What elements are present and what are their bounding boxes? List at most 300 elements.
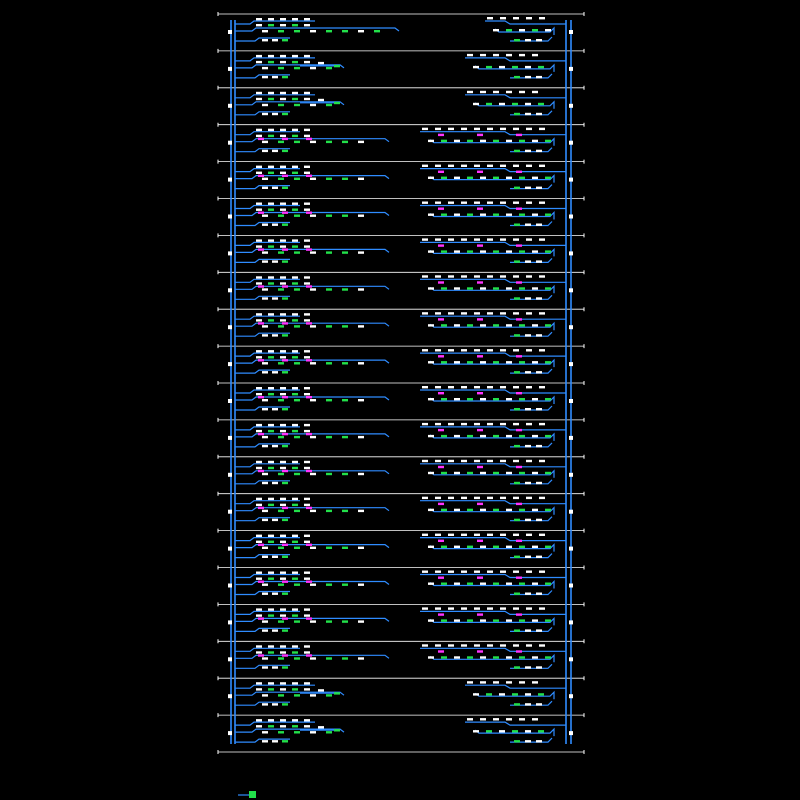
fixture-symbol	[422, 534, 428, 536]
fixture-symbol	[304, 535, 310, 537]
fixture-symbol	[514, 76, 520, 78]
riser-junction	[569, 251, 573, 255]
fixture-symbol	[304, 209, 310, 211]
fixture-symbol	[310, 620, 316, 622]
riser-junction	[569, 510, 573, 514]
fixture-symbol	[278, 399, 284, 401]
fixture-symbol	[514, 703, 520, 705]
fixture-symbol	[545, 398, 551, 400]
fixture-symbol	[519, 435, 525, 437]
fixture-symbol	[268, 92, 274, 94]
fixture-symbol	[342, 251, 348, 253]
fixture-symbol	[310, 473, 316, 475]
fixture-symbol	[461, 128, 467, 130]
fixture-symbol	[532, 177, 538, 179]
fixture-symbol	[334, 65, 340, 67]
fixture-symbol	[292, 541, 298, 543]
fixture-symbol	[525, 703, 531, 705]
fixture-symbol	[310, 178, 316, 180]
fixture-symbol	[358, 178, 364, 180]
fixture-symbol	[282, 445, 288, 447]
fixture-symbol	[525, 334, 531, 336]
floor-levels	[218, 12, 584, 754]
fixture-symbol	[272, 76, 278, 78]
fixture-symbol	[438, 318, 444, 320]
fixture-symbol	[539, 165, 545, 167]
fixture-symbol	[454, 546, 460, 548]
fixture-symbol	[310, 325, 316, 327]
fixture-symbol	[536, 260, 542, 262]
branch-pipe	[235, 58, 315, 61]
fixture-symbol	[256, 572, 262, 574]
fixture-symbol	[525, 408, 531, 410]
fixture-symbol	[536, 740, 542, 742]
fixture-symbol	[477, 244, 483, 246]
fixture-symbol	[282, 629, 288, 631]
fixture-symbol	[536, 187, 542, 189]
fixture-symbol	[545, 140, 551, 142]
fixture-symbol	[539, 238, 545, 240]
fixture-symbol	[256, 245, 262, 247]
fixture-symbol	[304, 645, 310, 647]
fixture-symbol	[292, 61, 298, 63]
fixture-symbol	[292, 282, 298, 284]
fixture-symbol	[256, 608, 262, 610]
fixture-symbol	[280, 276, 286, 278]
fixture-symbol	[526, 497, 532, 499]
fixture-symbol	[262, 288, 268, 290]
fixture-symbol	[326, 178, 332, 180]
fixture-symbol	[513, 607, 519, 609]
fixture-symbol	[292, 498, 298, 500]
fixture-symbol	[500, 238, 506, 240]
fixture-symbol	[513, 497, 519, 499]
fixture-symbol	[536, 593, 542, 595]
branch-pipe	[235, 279, 300, 282]
fixture-symbol	[304, 430, 310, 432]
fixture-symbol	[441, 509, 447, 511]
fixture-symbol	[506, 287, 512, 289]
fixture-symbol	[262, 104, 268, 106]
fixture-symbol	[358, 620, 364, 622]
fixture-symbol	[514, 445, 520, 447]
fixture-symbol	[326, 657, 332, 659]
fixture-symbol	[539, 644, 545, 646]
fixture-symbol	[539, 497, 545, 499]
fixture-symbol	[280, 55, 286, 57]
fixture-symbol	[487, 349, 493, 351]
fixture-symbol	[513, 17, 519, 19]
fixture-symbol	[282, 76, 288, 78]
fixture-symbol	[256, 350, 262, 352]
fixture-symbol	[448, 571, 454, 573]
fixture-symbol	[438, 650, 444, 652]
fixture-symbol	[500, 17, 506, 19]
fixture-symbol	[294, 67, 300, 69]
fixture-symbol	[441, 177, 447, 179]
fixture-symbol	[493, 583, 499, 585]
fixture-symbol	[500, 349, 506, 351]
fixture-symbol	[506, 324, 512, 326]
fixture-symbol	[500, 312, 506, 314]
fixture-symbol	[435, 349, 441, 351]
fixture-symbol	[513, 202, 519, 204]
branch-pipe	[465, 685, 566, 688]
fixture-symbol	[516, 355, 522, 357]
fixture-symbol	[282, 703, 288, 705]
fixture-symbol	[532, 619, 538, 621]
fixture-symbol	[435, 644, 441, 646]
fixture-symbol	[461, 238, 467, 240]
branch-pipe	[235, 206, 300, 209]
riser-junction	[228, 584, 232, 588]
fixture-symbol	[506, 361, 512, 363]
fixture-symbol	[422, 571, 428, 573]
fixture-symbol	[268, 645, 274, 647]
fixture-symbol	[545, 472, 551, 474]
fixture-symbol	[532, 250, 538, 252]
fixture-symbol	[513, 275, 519, 277]
fixture-symbol	[292, 319, 298, 321]
fixture-symbol	[256, 467, 262, 469]
fixture-symbol	[310, 30, 316, 32]
riser-junction	[569, 694, 573, 698]
fixture-symbol	[428, 435, 434, 437]
fixture-symbol	[480, 177, 486, 179]
fixture-symbol	[516, 244, 522, 246]
fixture-symbol	[294, 362, 300, 364]
fixture-symbol	[262, 30, 268, 32]
fixture-symbol	[304, 467, 310, 469]
fixture-symbol	[474, 571, 480, 573]
fixture-symbol	[467, 324, 473, 326]
fixture-symbol	[310, 362, 316, 364]
fixture-symbol	[258, 285, 264, 287]
fixture-symbol	[294, 473, 300, 475]
fixture-symbol	[514, 519, 520, 521]
fixture-symbol	[292, 688, 298, 690]
fixture-symbol	[304, 239, 310, 241]
fixture-symbol	[448, 460, 454, 462]
fixture-symbol	[526, 423, 532, 425]
fixture-symbol	[422, 128, 428, 130]
fixture-symbol	[310, 251, 316, 253]
fixture-symbol	[500, 607, 506, 609]
fixture-symbol	[438, 244, 444, 246]
fixture-symbol	[467, 435, 473, 437]
fixture-symbol	[318, 62, 324, 64]
fixture-symbol	[280, 682, 286, 684]
fixture-symbol	[342, 178, 348, 180]
riser-junction	[228, 30, 232, 34]
fixture-symbol	[519, 583, 525, 585]
fixture-symbol	[428, 546, 434, 548]
fixture-symbol	[318, 689, 324, 691]
riser-junction	[228, 67, 232, 71]
riser-junction	[569, 657, 573, 661]
fixture-symbol	[493, 398, 499, 400]
fixture-symbol	[512, 66, 518, 68]
fixture-symbol	[306, 248, 312, 250]
fixture-symbol	[326, 399, 332, 401]
fixture-symbol	[448, 202, 454, 204]
fixture-symbol	[280, 135, 286, 137]
fixture-symbol	[292, 24, 298, 26]
branch-pipe	[235, 501, 300, 504]
fixture-symbol	[467, 287, 473, 289]
fixture-symbol	[532, 718, 538, 720]
fixture-symbol	[268, 245, 274, 247]
fixture-symbol	[525, 371, 531, 373]
fixture-symbol	[358, 584, 364, 586]
fixture-symbol	[525, 740, 531, 742]
fixture-symbol	[262, 629, 268, 631]
fixture-symbol	[474, 534, 480, 536]
fixture-symbol	[545, 177, 551, 179]
fixture-symbol	[480, 140, 486, 142]
fixture-symbol	[326, 30, 332, 32]
fixture-symbol	[326, 215, 332, 217]
fixture-symbol	[304, 319, 310, 321]
fixture-symbol	[438, 171, 444, 173]
fixture-symbol	[516, 392, 522, 394]
fixture-symbol	[342, 547, 348, 549]
fixture-symbol	[525, 297, 531, 299]
fixture-symbol	[280, 172, 286, 174]
fixture-symbol	[256, 129, 262, 131]
fixture-symbol	[262, 593, 268, 595]
fixture-symbol	[514, 297, 520, 299]
fixture-symbol	[487, 386, 493, 388]
fixture-symbol	[326, 731, 332, 733]
fixture-symbol	[294, 30, 300, 32]
fixture-symbol	[473, 693, 479, 695]
fixture-symbol	[422, 497, 428, 499]
fixture-symbol	[342, 510, 348, 512]
fixture-symbol	[500, 165, 506, 167]
floor-branch-group	[228, 534, 573, 558]
fixture-symbol	[487, 534, 493, 536]
fixture-symbol	[280, 18, 286, 20]
fixture-symbol	[262, 666, 268, 668]
fixture-symbol	[428, 619, 434, 621]
fixture-symbol	[467, 509, 473, 511]
fixture-symbol	[487, 644, 493, 646]
fixture-symbol	[513, 165, 519, 167]
fixture-symbol	[262, 215, 268, 217]
fixture-symbol	[258, 248, 264, 250]
fixture-symbol	[428, 398, 434, 400]
fixture-symbol	[306, 581, 312, 583]
fixture-symbol	[282, 593, 288, 595]
fixture-symbol	[525, 593, 531, 595]
fixture-symbol	[513, 386, 519, 388]
fixture-symbol	[304, 682, 310, 684]
fixture-symbol	[536, 629, 542, 631]
fixture-symbol	[358, 215, 364, 217]
fixture-symbol	[292, 239, 298, 241]
fixture-symbol	[268, 239, 274, 241]
riser-junction	[228, 547, 232, 551]
fixture-symbol	[282, 740, 288, 742]
fixture-symbol	[342, 325, 348, 327]
fixture-symbol	[280, 356, 286, 358]
fixture-symbol	[310, 436, 316, 438]
fixture-symbol	[480, 54, 486, 56]
riser-junction	[569, 141, 573, 145]
fixture-symbol	[262, 67, 268, 69]
fixture-symbol	[282, 224, 288, 226]
fixture-symbol	[477, 171, 483, 173]
fixture-symbol	[268, 461, 274, 463]
fixture-symbol	[280, 725, 286, 727]
fixture-symbol	[304, 614, 310, 616]
fixture-symbol	[525, 260, 531, 262]
fixture-symbol	[256, 651, 262, 653]
fixture-symbol	[532, 546, 538, 548]
fixture-symbol	[480, 546, 486, 548]
fixture-symbol	[310, 141, 316, 143]
fixture-symbol	[516, 540, 522, 542]
fixture-symbol	[278, 510, 284, 512]
fixture-symbol	[256, 209, 262, 211]
fixture-symbol	[487, 202, 493, 204]
fixture-symbol	[467, 398, 473, 400]
fixture-symbol	[342, 288, 348, 290]
fixture-symbol	[278, 67, 284, 69]
fixture-symbol	[461, 571, 467, 573]
legend-symbol	[238, 791, 256, 798]
fixture-symbol	[256, 461, 262, 463]
fixture-symbol	[441, 656, 447, 658]
fixture-symbol	[428, 583, 434, 585]
fixture-symbol	[536, 519, 542, 521]
fixture-symbol	[268, 319, 274, 321]
fixture-symbol	[506, 681, 512, 683]
fixture-symbol	[473, 66, 479, 68]
fixture-symbol	[519, 361, 525, 363]
fixture-symbol	[500, 534, 506, 536]
fixture-symbol	[272, 187, 278, 189]
fixture-symbol	[268, 719, 274, 721]
fixture-symbol	[256, 393, 262, 395]
fixture-symbol	[262, 657, 268, 659]
fixture-symbol	[306, 322, 312, 324]
fixture-symbol	[262, 260, 268, 262]
fixture-symbol	[256, 135, 262, 137]
fixture-symbol	[258, 470, 264, 472]
fixture-symbol	[278, 362, 284, 364]
fixture-symbol	[294, 288, 300, 290]
floor-branch-group	[228, 460, 573, 484]
fixture-symbol	[526, 644, 532, 646]
fixture-symbol	[545, 324, 551, 326]
riser-junction	[569, 288, 573, 292]
fixture-symbol	[539, 349, 545, 351]
fixture-symbol	[422, 165, 428, 167]
fixture-symbol	[292, 467, 298, 469]
fixture-symbol	[280, 535, 286, 537]
fixture-symbol	[268, 393, 274, 395]
fixture-symbol	[493, 472, 499, 474]
branch-pipe	[235, 21, 315, 24]
fixture-symbol	[342, 399, 348, 401]
fixture-symbol	[480, 619, 486, 621]
fixture-symbol	[525, 66, 531, 68]
fixture-symbol	[278, 325, 284, 327]
fixture-symbol	[532, 583, 538, 585]
branch-pipe	[235, 611, 300, 614]
main-risers	[231, 20, 571, 744]
fixture-symbol	[435, 202, 441, 204]
fixture-symbol	[487, 165, 493, 167]
fixture-symbol	[280, 166, 286, 168]
fixture-symbol	[272, 629, 278, 631]
fixture-symbol	[525, 482, 531, 484]
fixture-symbol	[454, 361, 460, 363]
fixture-symbol	[292, 430, 298, 432]
fixture-symbol	[280, 319, 286, 321]
fixture-symbol	[513, 128, 519, 130]
fixture-symbol	[545, 656, 551, 658]
fixture-symbol	[519, 681, 525, 683]
fixture-symbol	[304, 504, 310, 506]
fixture-symbol	[334, 102, 340, 104]
fixture-symbol	[536, 482, 542, 484]
branch-pipe	[235, 169, 300, 172]
riser-junction	[569, 215, 573, 219]
floor-branch-group	[228, 644, 573, 668]
fixture-symbol	[272, 666, 278, 668]
fixture-symbol	[441, 287, 447, 289]
fixture-symbol	[256, 614, 262, 616]
fixture-symbol	[282, 334, 288, 336]
fixture-symbol	[292, 18, 298, 20]
fixture-symbol	[282, 297, 288, 299]
fixture-symbol	[280, 92, 286, 94]
branch-pipe	[465, 95, 566, 98]
floor-branch-group	[228, 312, 573, 336]
fixture-symbol	[282, 482, 288, 484]
fixture-symbol	[506, 583, 512, 585]
fixture-symbol	[519, 29, 525, 31]
fixture-symbol	[358, 436, 364, 438]
legend-fixture-square	[249, 791, 256, 798]
fixture-symbol	[454, 250, 460, 252]
fixture-symbol	[278, 104, 284, 106]
fixture-symbol	[486, 693, 492, 695]
fixture-symbol	[454, 472, 460, 474]
fixture-symbol	[506, 546, 512, 548]
fixture-symbol	[477, 613, 483, 615]
fixture-symbol	[262, 694, 268, 696]
fixture-symbol	[268, 535, 274, 537]
riser-junction	[569, 30, 573, 34]
fixture-symbol	[536, 703, 542, 705]
fixture-symbol	[526, 275, 532, 277]
fixture-symbol	[467, 472, 473, 474]
fixture-symbol	[278, 694, 284, 696]
fixture-symbol	[448, 238, 454, 240]
fixture-symbol	[467, 54, 473, 56]
fixture-symbol	[304, 651, 310, 653]
fixture-symbol	[480, 583, 486, 585]
fixture-symbol	[467, 681, 473, 683]
fixture-symbol	[461, 165, 467, 167]
fixture-symbol	[292, 424, 298, 426]
fixture-symbol	[282, 113, 288, 115]
fixture-symbol	[499, 103, 505, 105]
